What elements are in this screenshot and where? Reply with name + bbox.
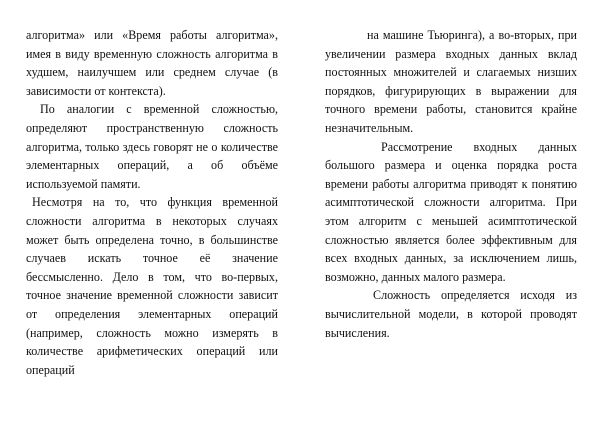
paragraph-computational-model: Сложность определяется исходя из вычислительной модели, в которой проводят вычисления. xyxy=(325,288,577,340)
paragraph-space-complexity: По аналогии с временной сложностью, определяют пространственную сложность алгоритма, только здесь говорят не о количестве элементарных операций, а об объёме используемой памяти. xyxy=(26,102,278,191)
paragraph-turing-machine: на машине Тьюринга), а во-вторых, при увеличении размера входных данных вклад постоянных множителей и слагаемых низших порядков, фигурирующих в выражении для точного времени работы, становится крайне незначительным. xyxy=(325,28,577,135)
paragraph-asymptotic-complexity: Рассмотрение входных данных большого размера и оценка порядка роста времени работы алгоритма приводят к понятию асимптотической сложности алгоритма. При этом алгоритм с меньшей асимптотической сложностью является более эффективным для всех входных данных, за исключением лишь, возможно, данных малого размера. xyxy=(325,139,577,284)
left-text-column xyxy=(26,26,278,379)
paragraph-time-complexity-continuation: алгоритма» или «Время работы алгоритма», имея в виду временную сложность алгоритма в худшем, наилучшем или среднем случае (в зависимости от контекста). xyxy=(26,28,278,98)
right-text-column xyxy=(325,26,577,342)
paragraph-exact-value: Несмотря на то, что функция временной сложности алгоритма в некоторых случаях может быть определена точно, в большинстве случаев искать точное её значение бессмысленно. Дело в том, что во-первых, точное значение временной сложности зависит от определения элементарных операций (например, сложность можно измерять в количестве арифметических операций или операций xyxy=(26,195,278,377)
